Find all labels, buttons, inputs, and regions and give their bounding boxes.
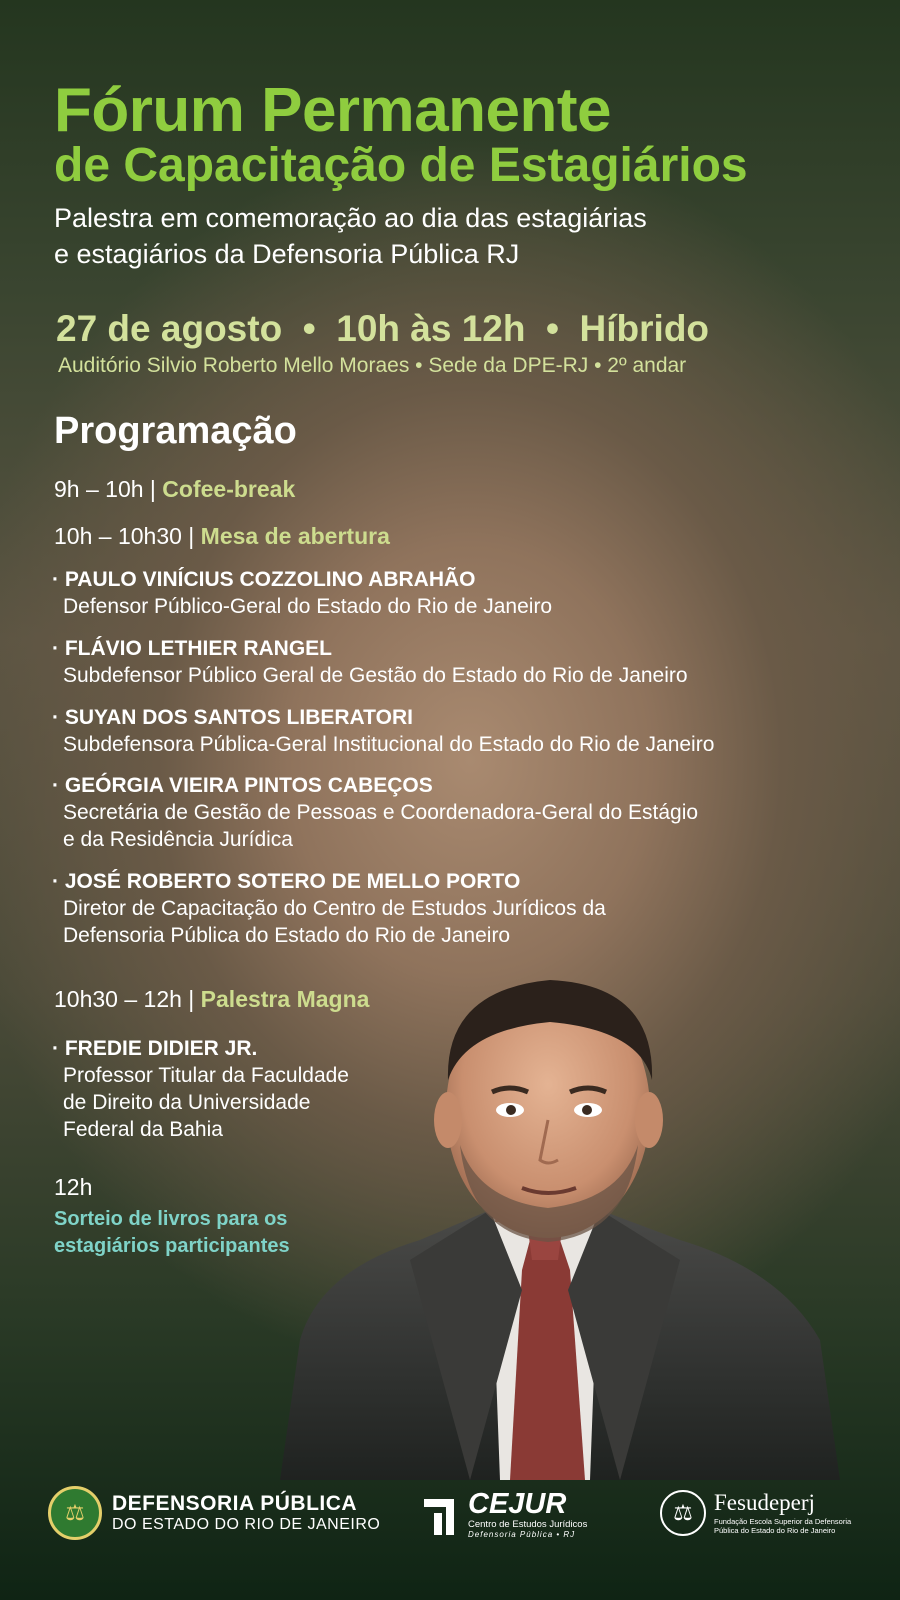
member-role: Diretor de Capacitação do Centro de Estudos Jurídicos da Defensoria Pública do Estado do Rio de Janeiro: [63, 897, 606, 947]
cejur-line-2: Defensoria Pública • RJ: [468, 1530, 576, 1539]
member-name: JOSÉ ROBERTO SOTERO DE MELLO PORTO: [64, 870, 521, 893]
speaker-role: Professor Titular da Faculdade de Direito da Universidade Federal da Bahia: [63, 1064, 349, 1141]
subtitle: [54, 200, 647, 272]
logo-cejur: [424, 1490, 587, 1539]
slot-time: 9h – 10h |: [54, 476, 163, 502]
fesudeperj-name: Fesudeperj: [714, 1490, 815, 1515]
member-name: GEÓRGIA VIEIRA PINTOS CABEÇOS: [64, 774, 433, 797]
event-where: Auditório Silvio Roberto Mello Moraes • Sede da DPE-RJ • 2º andar: [58, 354, 687, 377]
schedule-slot-opening: [54, 523, 390, 550]
defensoria-line-1: DEFENSORIA PÚBLICA: [112, 1492, 358, 1515]
panel-member: · JOSÉ ROBERTO SOTERO DE MELLO PORTO Diretor de Capacitação do Centro de Estudos Jurídicos da Defensoria Pública do Estado do Rio de Janeiro: [52, 868, 852, 949]
fesudeperj-desc: Fundação Escola Superior da Defensoria Pública do Estado do Rio de Janeiro: [714, 1517, 852, 1535]
schedule-slot-coffee: [54, 476, 295, 503]
title-line-1: Fórum Permanente: [54, 76, 612, 145]
slot-time: 10h – 10h30 |: [54, 523, 201, 549]
keynote-speaker: · FREDIE DIDIER JR. Professor Titular da Faculdade de Direito da Universidade Federal da Bahia: [52, 1035, 432, 1143]
panel-member: · FLÁVIO LETHIER RANGEL Subdefensor Público Geral de Gestão do Estado do Rio de Janeiro: [52, 635, 852, 689]
defensoria-line-2: DO ESTADO DO RIO DE JANEIRO: [112, 1516, 381, 1533]
title-line-2: de Capacitação de Estagiários: [54, 139, 748, 192]
logo-defensoria: [48, 1486, 380, 1540]
slot-time: 10h30 – 12h |: [54, 986, 201, 1012]
member-name: FLÁVIO LETHIER RANGEL: [64, 637, 332, 660]
cejur-name: CEJUR: [468, 1488, 567, 1520]
member-role: Defensor Público-Geral do Estado do Rio de Janeiro: [63, 595, 553, 618]
member-name: PAULO VINÍCIUS COZZOLINO ABRAHÃO: [64, 568, 476, 591]
closing-time: 12h: [54, 1174, 93, 1200]
panel-member: · PAULO VINÍCIUS COZZOLINO ABRAHÃO Defensor Público-Geral do Estado do Rio de Janeiro: [52, 566, 852, 620]
member-name: SUYAN DOS SANTOS LIBERATORI: [64, 706, 413, 729]
closing-label: Sorteio de livros para os estagiários participantes: [54, 1208, 290, 1257]
program-heading: Programação: [54, 410, 297, 452]
cejur-mark-icon: [424, 1495, 462, 1535]
speaker-name: FREDIE DIDIER JR.: [64, 1037, 258, 1060]
slot-label: Cofee-break: [162, 476, 296, 502]
scales-seal-icon: ⚖: [48, 1486, 102, 1540]
member-role: Subdefensora Pública-Geral Institucional do Estado do Rio de Janeiro: [63, 733, 715, 756]
member-role: Secretária de Gestão de Pessoas e Coordenadora-Geral do Estágio e da Residência Jurídica: [63, 801, 699, 851]
logo-fesudeperj: [660, 1490, 851, 1536]
panel-member: · SUYAN DOS SANTOS LIBERATORI Subdefensora Pública-Geral Institucional do Estado do Rio de Janeiro: [52, 704, 852, 758]
scales-circle-icon: ⚖: [660, 1490, 706, 1536]
panel-member: · GEÓRGIA VIEIRA PINTOS CABEÇOS Secretária de Gestão de Pessoas e Coordenadora-Geral do Estágio e da Residência Jurídica: [52, 772, 852, 853]
event-when: 27 de agosto • 10h às 12h • Híbrido: [56, 308, 710, 349]
speaker-portrait: [260, 960, 860, 1480]
subtitle-line-1: Palestra em comemoração ao dia das estagiárias: [54, 203, 647, 233]
slot-label: Palestra Magna: [200, 986, 370, 1012]
member-role: Subdefensor Público Geral de Gestão do Estado do Rio de Janeiro: [63, 664, 688, 687]
slot-label: Mesa de abertura: [200, 523, 390, 549]
subtitle-line-2: e estagiários da Defensoria Pública RJ: [54, 239, 520, 269]
cejur-line-1: Centro de Estudos Jurídicos: [468, 1519, 588, 1530]
